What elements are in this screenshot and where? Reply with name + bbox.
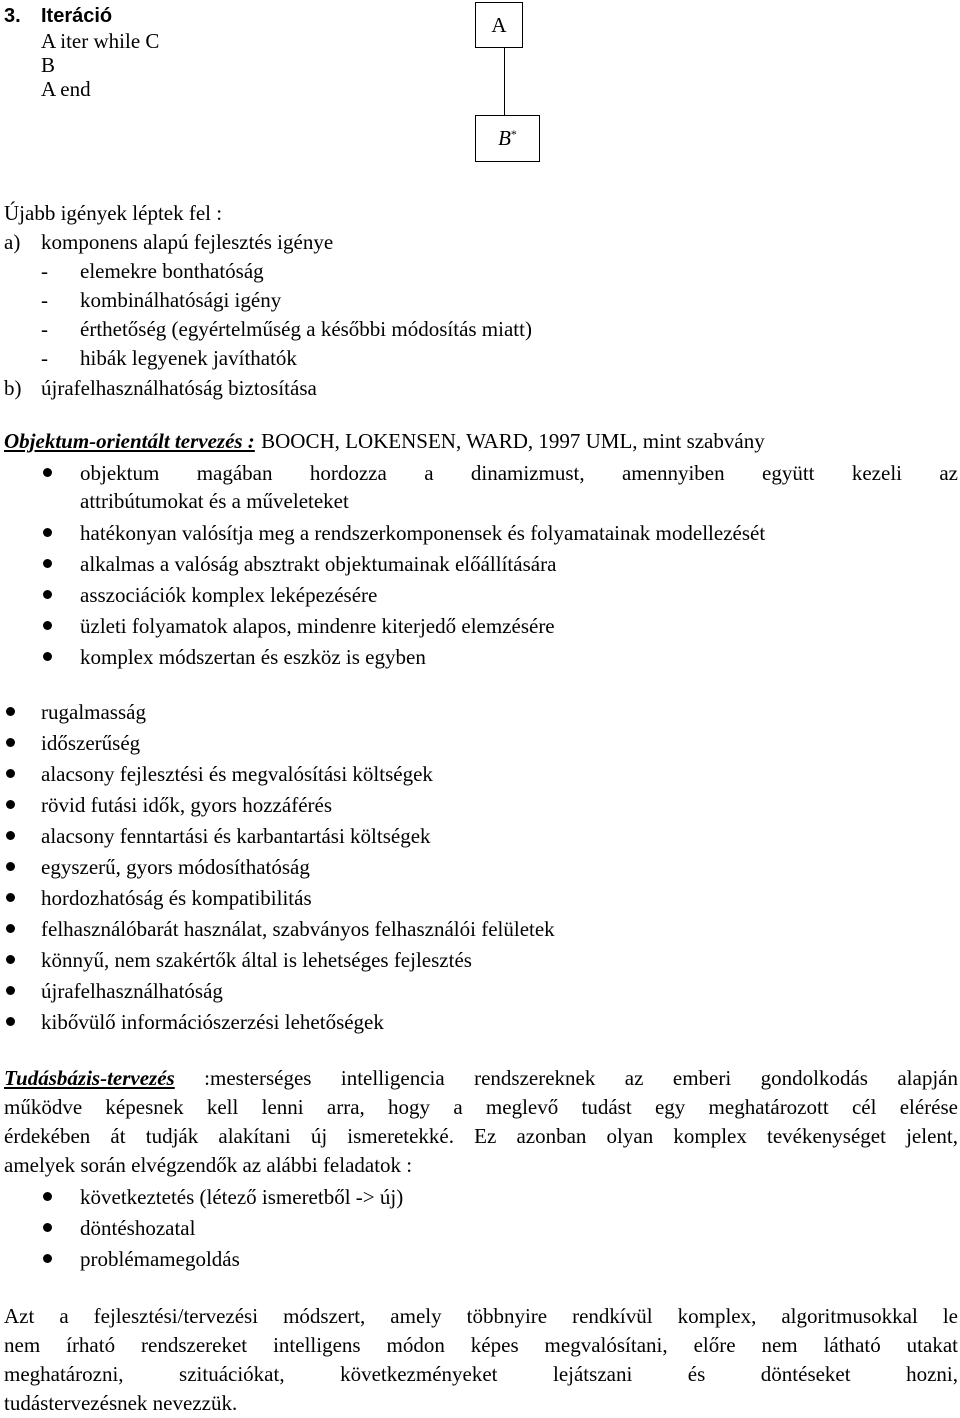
knowledge-line-1-rest: :mesterséges intelligencia rendszereknek az emberi gondolkodás alapján [204,1066,958,1090]
bullet-dot [43,1223,52,1232]
bullet-dot [6,738,15,747]
quality-item: újrafelhasználhatóság [41,979,223,1003]
code-line-2: B [41,53,56,77]
dash-marker: - [41,346,48,370]
oo-bullet-5: üzleti folyamatok alapos, mindenre kiterjedő elemzésére [80,614,555,638]
knowledge-bullet-3: problémamegoldás [80,1247,240,1271]
knowledge-bullet-1: következtetés (létező ismeretből -> új) [80,1185,404,1209]
dash-item-3: érthetőség (egyértelműség a későbbi módosítás miatt) [80,317,532,341]
oo-bullet-2: hatékonyan valósítja meg a rendszerkomponensek és folyamatainak modellezését [80,521,766,545]
bullet-dot [43,590,52,599]
bullet-dot [6,955,15,964]
diagram-box-b-label: B [498,126,511,150]
diagram-box-b-superscript: * [510,127,517,141]
quality-item: rövid futási idők, gyors hozzáférés [41,793,332,817]
quality-item: rugalmasság [41,700,146,724]
diagram-box-a-label: A [491,12,507,37]
quality-item: felhasználóbarát használat, szabványos felhasználói felületek [41,917,555,941]
quality-item: könnyű, nem szakértők által is lehetséges fejlesztés [41,948,472,972]
bullet-dot [43,559,52,568]
knowledge-bullet-2: döntéshozatal [80,1216,196,1240]
section-number: 3. [4,5,21,27]
dash-marker: - [41,288,48,312]
bullet-dot [6,800,15,809]
knowledge-line-4: amelyek során elvégzendők az alábbi feladatok : [4,1153,413,1177]
section-title: Iteráció [41,5,113,27]
closing-line-2: nem írható rendszereket intelligens módon képes megvalósítani, előre nem látható utakat [4,1333,958,1357]
quality-item: hordozhatóság és kompatibilitás [41,886,312,910]
requirement-b-text: újrafelhasználhatóság biztosítása [41,376,317,400]
dash-item-4: hibák legyenek javíthatók [80,346,297,370]
code-line-3: A end [41,77,91,101]
closing-line-3: meghatározni, szituációkat, következményeket lejátszani és döntéseket hozni, [4,1362,958,1386]
diagram-connector [504,47,505,115]
bullet-dot [6,707,15,716]
bullet-dot [43,1192,52,1201]
closing-paragraph [4,1302,958,1418]
bullet-dot [6,924,15,933]
diagram-box-a [475,2,523,48]
knowledge-line-2: működve képesnek kell lenni arra, hogy a meglevő tudást egy meghatározott cél elérése [4,1095,958,1119]
dash-item-2: kombinálhatósági igény [80,288,282,312]
bullet-dot [6,1017,15,1026]
requirement-b-label: b) [4,376,22,400]
knowledge-paragraph [4,1064,958,1180]
quality-item: időszerűség [41,731,141,755]
oo-bullet-4: asszociációk komplex leképezésére [80,583,378,607]
knowledge-line-1 [4,1064,958,1093]
bullet-dot [6,831,15,840]
bullet-dot [43,468,52,477]
bullet-dot [43,1254,52,1263]
oo-bullet-6: komplex módszertan és eszköz is egyben [80,645,426,669]
bullet-dot [6,769,15,778]
quality-item: alacsony fejlesztési és megvalósítási költségek [41,762,433,786]
requirement-a-text: komponens alapú fejlesztés igénye [41,230,334,254]
requirements-intro: Újabb igények léptek fel : [4,201,223,225]
bullet-dot [43,621,52,630]
closing-line-4: tudástervezésnek nevezzük. [4,1391,238,1415]
quality-item: kibővülő információszerzési lehetőségek [41,1010,384,1034]
knowledge-line-3: érdekében át tudják alakítani új ismeretekké. Ez azonban olyan komplex tevékenységet jelent, [4,1124,958,1148]
oo-design-line [4,427,765,455]
knowledge-term: Tudásbázis-tervezés [4,1066,175,1090]
dash-marker: - [41,317,48,341]
bullet-dot [6,893,15,902]
quality-item: alacsony fenntartási és karbantartási költségek [41,824,431,848]
bullet-dot [43,528,52,537]
oo-design-rest: BOOCH, LOKENSEN, WARD, 1997 UML, mint szabvány [261,429,765,453]
oo-bullet-1-cont: attribútumokat és a műveleteket [80,489,349,513]
code-line-1: A iter while C [41,29,160,53]
oo-bullet-3: alkalmas a valóság absztrakt objektumainak előállítására [80,552,557,576]
requirement-a-label: a) [4,230,21,254]
bullet-dot [43,652,52,661]
bullet-dot [6,862,15,871]
closing-line-1: Azt a fejlesztési/tervezési módszert, amely többnyire rendkívül komplex, algoritmusokkal le [4,1304,958,1328]
quality-item: egyszerű, gyors módosíthatóság [41,855,310,879]
dash-item-1: elemekre bonthatóság [80,259,264,283]
oo-bullet-1: objektum magában hordozza a dinamizmust, amennyiben együtt kezeli az [80,461,958,485]
diagram-box-b [475,115,540,162]
oo-design-term: Objektum-orientált tervezés : [4,429,255,453]
dash-marker: - [41,259,48,283]
bullet-dot [6,986,15,995]
